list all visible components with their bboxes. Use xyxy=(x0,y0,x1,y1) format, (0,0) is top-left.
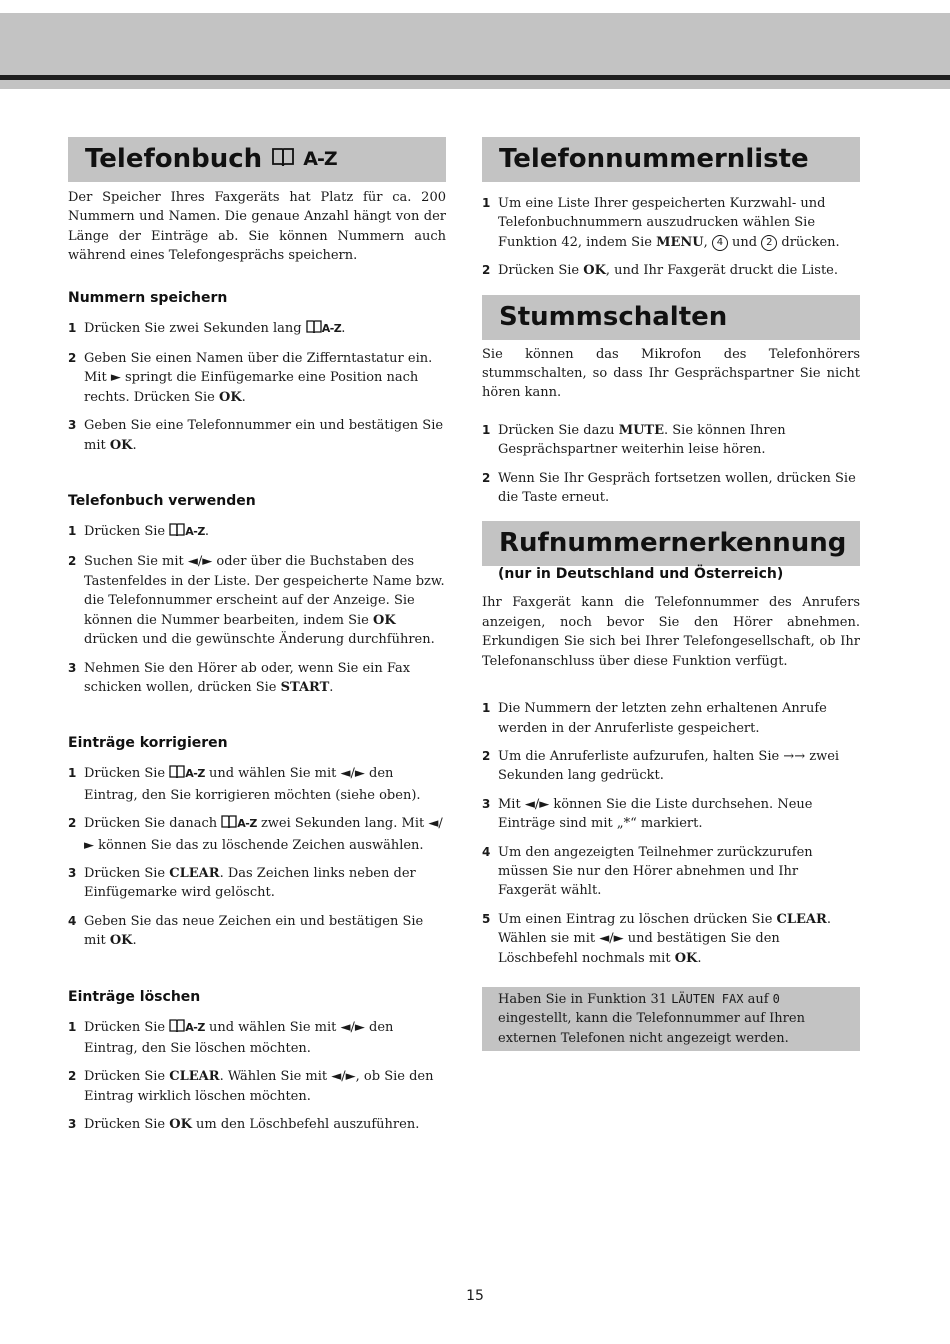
steps-stumm xyxy=(482,421,860,508)
page-number: 15 xyxy=(466,1288,484,1304)
ruf-heading: Rufnummernerkennung xyxy=(482,521,860,566)
list-item: 2 Um die Anruferliste aufzurufen, halten Sie →→ zwei Sekunden lang gedrückt. xyxy=(482,748,840,784)
list-item: 1 Drücken Sie A-Z. xyxy=(68,522,446,543)
section-heading-eintraege-korrigieren: Einträge korrigieren xyxy=(68,735,228,752)
list-item: 3 Drücken Sie OK um den Löschbefehl auszuführen. xyxy=(68,1117,420,1133)
lcd-text: 0 xyxy=(772,991,780,1006)
list-item: 3 Geben Sie eine Telefonnummer ein und bestätigen Sie mit OK. xyxy=(68,418,444,453)
header-strip xyxy=(0,80,950,89)
steps-ruf xyxy=(482,699,860,968)
right-column xyxy=(482,137,860,1051)
list-item: 3 Nehmen Sie den Hörer ab oder, wenn Sie ein Fax schicken wollen, drücken Sie START. xyxy=(68,660,411,695)
list-item: 1 Drücken Sie dazu MUTE. Sie können Ihren Gesprächspartner weiterhin leise hören. xyxy=(482,422,786,458)
section-heading-telefonbuch-verwenden: Telefonbuch verwenden xyxy=(68,493,256,510)
section-heading-nummern-speichern: Nummern speichern xyxy=(68,289,228,306)
steps-eintraege-loeschen xyxy=(68,1018,446,1135)
telefonbuch-intro: Der Speicher Ihres Faxgeräts hat Platz für ca. 200 Nummern und Namen. Die genaue Anzahl hängt von der Länge der Einträge ab. Sie können Nummern auch während eines Telefongesprächs speichern. xyxy=(68,190,446,264)
list-item: 2 Suchen Sie mit ◄/► oder über die Buchstaben des Tastenfeldes in der Liste. Der gespeicherte Name bzw. die Telefonnummer erscheint auf der Anzeige. Sie können die Nummer bearbeiten, indem Sie OK drücken und die gewünschte Änderung durchführen. xyxy=(68,554,445,648)
telefonbuch-heading xyxy=(68,137,446,182)
book-icon xyxy=(169,523,185,543)
list-item: 2 Geben Sie einen Namen über die Zifferntastatur ein. Mit ► springt die Einfügemarke eine Position nach rechts. Drücken Sie OK. xyxy=(68,351,433,405)
az-key-label: A-Z xyxy=(303,148,337,170)
steps-nummernliste xyxy=(482,194,860,281)
telefonbuch-title: Telefonbuch xyxy=(85,144,263,174)
book-icon xyxy=(221,815,237,835)
list-item: 1 Drücken Sie A-Z und wählen Sie mit ◄/► den Eintrag, den Sie löschen möchten. xyxy=(68,1019,394,1056)
list-item: 1 Drücken Sie zwei Sekunden lang A-Z. xyxy=(68,319,446,340)
book-icon xyxy=(306,320,322,340)
list-item: 1 Drücken Sie A-Z und wählen Sie mit ◄/► den Eintrag, den Sie korrigieren möchten (siehe oben). xyxy=(68,766,421,803)
list-item: 2 Drücken Sie OK, und Ihr Faxgerät druckt die Liste. xyxy=(482,263,839,279)
stumm-intro: Sie können das Mikrofon des Telefonhörers stummschalten, so dass Ihr Gesprächspartner Sie nicht hören kann. xyxy=(482,346,860,401)
az-key-label: A-Z xyxy=(185,525,205,539)
nummernliste-heading: Telefonnummernliste xyxy=(482,137,860,182)
steps-nummern-speichern xyxy=(68,319,446,455)
ruf-subtitle: (nur in Deutschland und Österreich) xyxy=(498,566,784,583)
list-item: 2 Drücken Sie CLEAR. Wählen Sie mit ◄/►, ob Sie den Eintrag wirklich löschen möchten. xyxy=(68,1069,434,1104)
list-item: 2 Wenn Sie Ihr Gespräch fortsetzen wollen, drücken Sie die Taste erneut. xyxy=(482,470,856,506)
list-item: 1 Um eine Liste Ihrer gespeicherten Kurzwahl- und Telefonbuchnummern auszudrucken wählen Sie Funktion 42, indem Sie MENU, 4 und 2 drücken. xyxy=(482,196,840,250)
book-icon xyxy=(169,765,185,785)
header-band xyxy=(0,13,950,75)
stumm-heading: Stummschalten xyxy=(482,295,860,340)
steps-eintraege-korrigieren xyxy=(68,764,446,950)
digit-key-2: 2 xyxy=(761,235,777,251)
left-column xyxy=(68,137,446,1135)
list-item: 3 Mit ◄/► können Sie die Liste durchsehen. Neue Einträge sind mit „*“ markiert. xyxy=(482,796,813,832)
az-key-label: A-Z xyxy=(185,1020,205,1034)
ruf-note: Haben Sie in Funktion 31 LÄUTEN FAX auf 0 eingestellt, kann die Telefonnummer auf Ihren externen Telefonen nicht angezeigt werden. xyxy=(482,987,860,1051)
section-heading-eintraege-loeschen: Einträge löschen xyxy=(68,988,201,1005)
list-item: 4 Geben Sie das neue Zeichen ein und bestätigen Sie mit OK. xyxy=(68,913,424,949)
book-icon xyxy=(169,1019,185,1039)
list-item: 2 Drücken Sie danach A-Z zwei Sekunden lang. Mit ◄/► können Sie das zu löschende Zeichen auswählen. xyxy=(68,816,443,853)
list-item: 1 Die Nummern der letzten zehn erhaltenen Anrufe werden in der Anruferliste gespeichert. xyxy=(482,701,827,736)
list-item: 4 Um den angezeigten Teilnehmer zurückzurufen müssen Sie nur den Hörer abnehmen und Ihr Faxgerät wählt. xyxy=(482,844,813,899)
steps-telefonbuch-verwenden xyxy=(68,522,446,697)
list-item: 5 Um einen Eintrag zu löschen drücken Sie CLEAR. Wählen sie mit ◄/► und bestätigen Sie den Löschbefehl nochmals mit OK. xyxy=(482,911,831,966)
ruf-intro: Ihr Faxgerät kann die Telefonnummer des Anrufers anzeigen, noch bevor Sie den Hörer abnehmen. Erkundigen Sie sich bei Ihrer Telefongesellschaft, ob Ihr Telefonanschluss über diese Funktion verfügt. xyxy=(482,595,860,669)
az-key-label: A-Z xyxy=(185,767,205,781)
list-item: 3 Drücken Sie CLEAR. Das Zeichen links neben der Einfügemarke wird gelöscht. xyxy=(68,865,416,901)
az-key-label: A-Z xyxy=(237,817,257,831)
lcd-text: LÄUTEN FAX xyxy=(671,991,744,1006)
az-key-label: A-Z xyxy=(321,321,342,335)
book-icon xyxy=(272,137,294,182)
digit-key-4: 4 xyxy=(712,235,728,251)
